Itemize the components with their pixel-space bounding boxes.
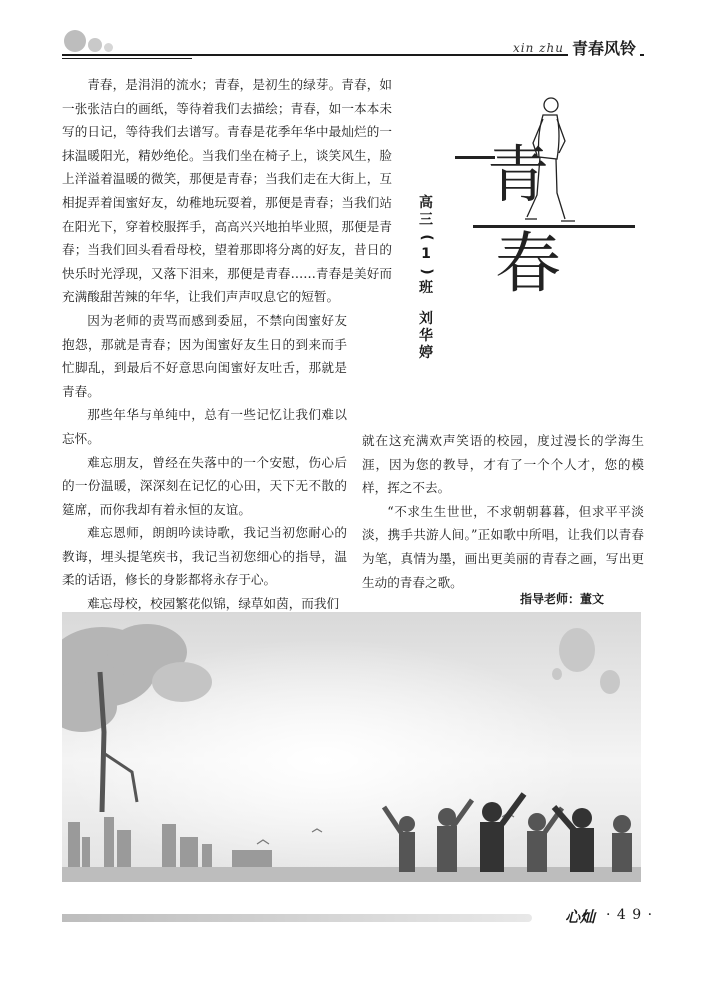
footer-bar — [62, 914, 532, 922]
title-char-chun: 春 — [495, 225, 561, 302]
paragraph: 难忘朋友，曾经在失落中的一个安慰，伤心后的一份温暖，深深刻在记忆的心田，天下无不散的筵席，而你我却有着永恒的友谊。 — [62, 454, 347, 517]
leaning-boy-illustration — [523, 95, 583, 230]
header-pinyin: xin zhu — [513, 41, 564, 55]
page-number: · 4 9 · — [606, 907, 654, 923]
graduation-scene-image — [62, 612, 641, 882]
author-char: 华 — [419, 328, 433, 344]
author-char: 三 — [419, 212, 433, 228]
author-char: 1 — [421, 246, 431, 262]
author-char: 班 — [419, 280, 433, 296]
article-title-block — [395, 95, 645, 361]
footer-magazine-name: 心灿 — [565, 908, 596, 926]
title-char-qing: 青 — [487, 138, 550, 211]
article-column-right — [362, 429, 644, 594]
author-char: 高 — [419, 195, 433, 211]
paragraph: 难忘恩师，朗朗吟读诗歌，我记当初您耐心的教诲，埋头提笔疾书，我记当初您细心的指导，温柔的话语，修长的身影都将永存于心。 — [62, 525, 347, 588]
article-column-left — [62, 73, 392, 616]
author-byline — [415, 195, 437, 362]
paragraph: 就在这充满欢声笑语的校园，度过漫长的学海生涯，因为您的教导，才有了一个个人才，您的模样，挥之不去。 — [362, 433, 644, 496]
paragraph: 青春，是涓涓的流水；青春，是初生的绿芽。青春，如一张张洁白的画纸，等待着我们去描绘；青春，如一本本未写的日记，等待我们去谱写。青春是花季年华中最灿烂的一抹温暖阳光，精妙绝伦。当我们坐在椅子上，谈笑风生，脸上洋溢着温暖的微笑，那便是青春；当我们走在大街上，互相捉弄着闺蜜好友，幼稚地玩耍着，那便是青春；当我们站在阳光下，穿着校服挥手，高高兴兴地拍毕业照，那便是青春；当我们回头看看母校，望着那即将分离的好友，昔日的快乐时光浮现，又落下泪来，那便是青春……青春是美好而充满酸甜苦辣的年华，让我们声声叹息它的短暂。 — [62, 77, 392, 305]
header-rule-short — [62, 58, 192, 59]
paragraph: “不求生生世世，不求朝朝暮暮，但求平平淡淡，携手共游人间。”正如歌中所唱，让我们以青春为笔，真情为墨，画出更美丽的青春之画，写出更生动的青春之歌。 — [362, 503, 644, 590]
author-spacer — [415, 297, 437, 311]
author-char: ) — [418, 268, 435, 275]
author-char: 婷 — [419, 345, 433, 361]
header-section-title: 青春风铃 — [568, 36, 640, 59]
author-char: ( — [418, 234, 435, 241]
advisor-credit: 指导老师：董文 — [520, 592, 605, 606]
paragraph: 那些年华与单纯中，总有一些记忆让我们难以忘怀。 — [62, 407, 347, 446]
paragraph: 因为老师的责骂而感到委屈，不禁向闺蜜好友抱怨，那就是青春；因为闺蜜好友生日的到来而手忙脚乱，到最后不好意思向闺蜜好友吐舌，那就是青春。 — [62, 312, 347, 399]
paragraph: 难忘母校，校园繁花似锦，绿草如茵，而我们 — [87, 596, 340, 612]
author-char: 刘 — [419, 311, 433, 327]
